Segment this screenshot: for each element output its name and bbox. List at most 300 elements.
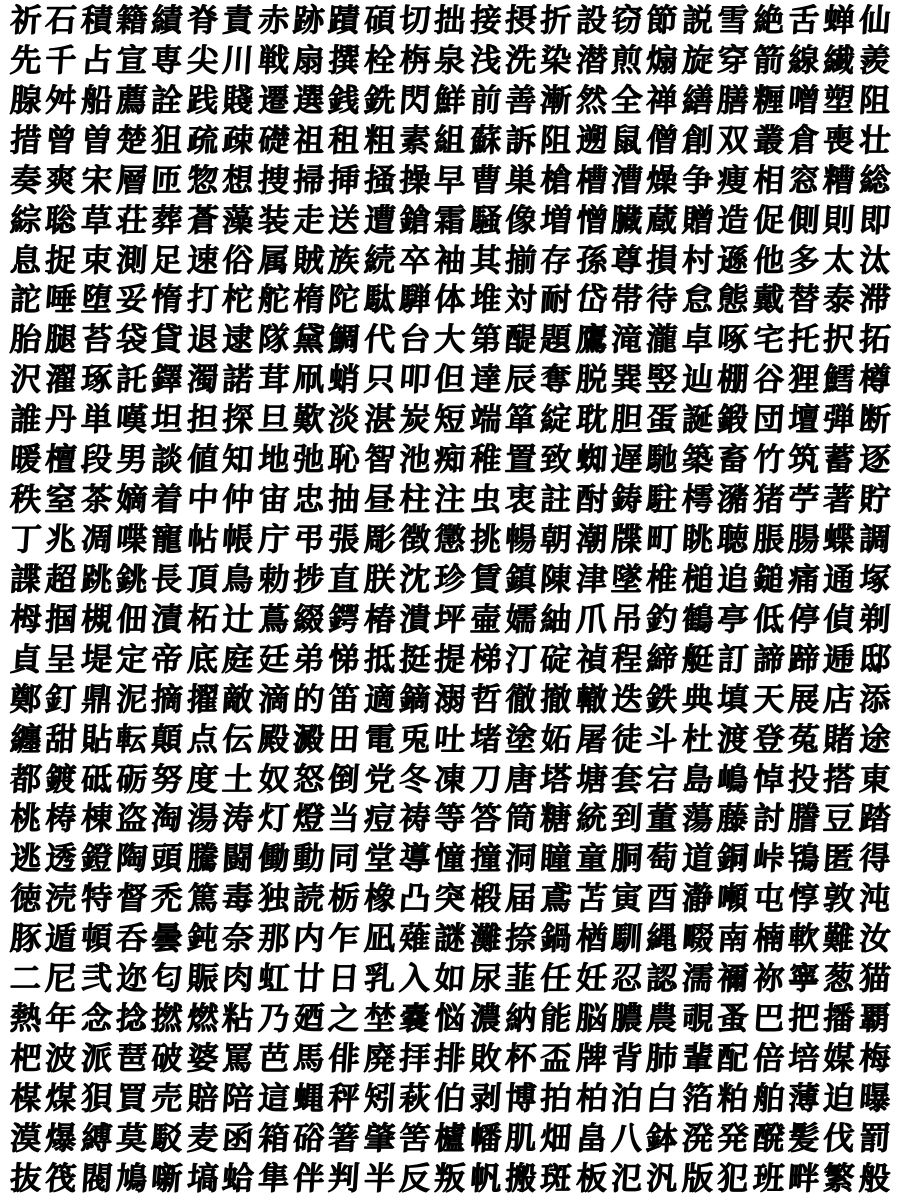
kanji-glyph: 鮮	[433, 82, 467, 120]
kanji-glyph: 訂	[716, 641, 750, 679]
kanji-glyph: 淘	[150, 801, 184, 838]
kanji-glyph: 禿	[150, 880, 184, 918]
kanji-glyph: 巣	[503, 162, 538, 200]
kanji-glyph: 赤	[256, 2, 291, 40]
kanji-glyph: 馳	[645, 441, 679, 479]
kanji-glyph: 判	[327, 1160, 361, 1198]
kanji-glyph: 暖	[8, 441, 43, 479]
kanji-glyph: 悼	[751, 761, 786, 798]
kanji-glyph: 呈	[44, 641, 78, 679]
kanji-glyph: 髪	[786, 1120, 821, 1158]
kanji-glyph: 転	[115, 721, 149, 758]
kanji-glyph: 肌	[503, 1120, 538, 1158]
kanji-glyph: 狙	[150, 122, 184, 160]
kanji-glyph: 敗	[468, 1040, 503, 1078]
kanji-glyph: 版	[680, 1160, 715, 1198]
kanji-glyph: 苧	[786, 481, 821, 519]
kanji-glyph: 柁	[221, 282, 255, 319]
kanji-glyph: 憧	[433, 840, 467, 878]
kanji-glyph: 播	[822, 1000, 856, 1038]
kanji-glyph: 賠	[185, 1080, 220, 1118]
kanji-glyph: 党	[362, 761, 397, 798]
kanji-glyph: 足	[150, 242, 184, 279]
kanji-glyph: 塙	[185, 1160, 220, 1198]
kanji-glyph: 聡	[44, 202, 78, 239]
kanji-glyph: 店	[822, 681, 856, 719]
kanji-glyph: 槌	[680, 561, 715, 599]
kanji-glyph: 騒	[468, 202, 503, 239]
kanji-glyph: 担	[185, 401, 220, 439]
kanji-glyph: 値	[185, 441, 220, 479]
kanji-glyph: 倉	[786, 122, 821, 160]
kanji-glyph: 薙	[397, 920, 432, 958]
kanji-glyph: 禅	[645, 82, 679, 120]
kanji-glyph: 畔	[786, 1160, 821, 1198]
kanji-glyph: 禰	[716, 960, 750, 998]
kanji-glyph: 忍	[610, 960, 644, 998]
kanji-glyph: 中	[185, 481, 220, 519]
kanji-glyph: 堂	[362, 840, 397, 878]
kanji-glyph: 擢	[185, 681, 220, 719]
kanji-glyph: 撤	[539, 681, 573, 719]
kanji-glyph: 那	[256, 920, 291, 958]
kanji-glyph: 駄	[362, 282, 397, 319]
kanji-glyph: 懲	[433, 521, 467, 559]
kanji-glyph: 陪	[221, 1080, 255, 1118]
kanji-glyph: 綜	[8, 202, 43, 239]
kanji-glyph: 電	[362, 721, 397, 758]
kanji-glyph: 濡	[680, 960, 715, 998]
kanji-glyph: 想	[221, 162, 255, 200]
glyph-row	[8, 682, 892, 719]
kanji-glyph: 熱	[8, 1000, 43, 1038]
kanji-glyph: 弐	[79, 960, 114, 998]
kanji-glyph: 鐙	[79, 840, 114, 878]
kanji-glyph: 提	[433, 641, 467, 679]
glyph-row	[8, 1041, 892, 1078]
kanji-glyph: 哲	[468, 681, 503, 719]
kanji-glyph: 日	[327, 960, 361, 998]
kanji-glyph: 倍	[751, 1040, 786, 1078]
kanji-glyph: 尊	[610, 242, 644, 279]
kanji-glyph: 適	[362, 681, 397, 719]
kanji-glyph: 繊	[822, 42, 856, 80]
kanji-glyph: 殿	[256, 721, 291, 758]
kanji-glyph: 憎	[574, 202, 609, 239]
kanji-glyph: 碩	[362, 2, 397, 40]
kanji-glyph: 礎	[256, 122, 291, 160]
kanji-glyph: 惰	[150, 282, 184, 319]
kanji-glyph: 壮	[857, 122, 892, 160]
kanji-glyph: 鎮	[503, 561, 538, 599]
kanji-glyph: 宅	[751, 322, 786, 359]
glyph-row	[8, 203, 892, 240]
kanji-glyph: 展	[786, 681, 821, 719]
kanji-glyph: 巴	[751, 1000, 786, 1038]
kanji-glyph: 砺	[115, 761, 149, 798]
kanji-glyph: 衷	[503, 481, 538, 519]
kanji-glyph: 燈	[291, 801, 326, 838]
kanji-glyph: 掴	[44, 601, 78, 639]
kanji-glyph: 痘	[362, 801, 397, 838]
kanji-glyph: 帝	[150, 641, 184, 679]
kanji-glyph: 太	[822, 242, 856, 279]
kanji-glyph: 敵	[221, 681, 255, 719]
kanji-glyph: 釘	[44, 681, 78, 719]
kanji-glyph: 瀧	[645, 322, 679, 359]
kanji-glyph: 仲	[221, 481, 255, 519]
kanji-glyph: 賤	[221, 82, 255, 120]
kanji-glyph: 黛	[291, 322, 326, 359]
kanji-glyph: 俳	[327, 1040, 361, 1078]
kanji-glyph: 搭	[822, 761, 856, 798]
kanji-glyph: 掃	[291, 162, 326, 200]
kanji-glyph: 栂	[8, 601, 43, 639]
kanji-glyph: 妥	[115, 282, 149, 319]
kanji-glyph: 束	[79, 242, 114, 279]
kanji-glyph: 摂	[503, 2, 538, 40]
kanji-glyph: 甜	[44, 721, 78, 758]
kanji-glyph: 得	[857, 840, 892, 878]
kanji-glyph: 秤	[327, 1080, 361, 1118]
kanji-glyph: 燥	[645, 162, 679, 200]
kanji-glyph: 扇	[291, 42, 326, 80]
kanji-glyph: 遷	[256, 82, 291, 120]
kanji-glyph: 脱	[574, 361, 609, 399]
kanji-glyph: 迫	[822, 1080, 856, 1118]
kanji-glyph: 柏	[574, 1080, 609, 1118]
kanji-glyph: 挺	[397, 641, 432, 679]
kanji-glyph: 芭	[256, 1040, 291, 1078]
kanji-glyph: 煤	[44, 1080, 78, 1118]
kanji-glyph: 匝	[150, 162, 184, 200]
kanji-glyph: 蝿	[291, 1080, 326, 1118]
kanji-glyph: 怒	[291, 761, 326, 798]
kanji-glyph: 橡	[362, 880, 397, 918]
kanji-glyph: 鈍	[185, 920, 220, 958]
kanji-glyph: 只	[362, 361, 397, 399]
kanji-glyph: 直	[327, 561, 361, 599]
kanji-glyph: 桃	[8, 801, 43, 838]
kanji-glyph: 鉄	[645, 681, 679, 719]
kanji-glyph: 惣	[185, 162, 220, 200]
kanji-glyph: 貯	[857, 481, 892, 519]
kanji-glyph: 灘	[468, 920, 503, 958]
kanji-glyph: 都	[8, 761, 43, 798]
kanji-glyph: 栴	[397, 42, 432, 80]
kanji-glyph: 坪	[433, 601, 467, 639]
kanji-glyph: 銅	[716, 840, 750, 878]
kanji-glyph: 袋	[115, 322, 149, 359]
kanji-glyph: 争	[680, 162, 715, 200]
kanji-glyph: 駁	[150, 1120, 184, 1158]
kanji-glyph: 寅	[610, 880, 644, 918]
kanji-glyph: 帖	[185, 521, 220, 559]
kanji-glyph: 田	[327, 721, 361, 758]
kanji-glyph: 鱈	[822, 361, 856, 399]
kanji-glyph: 続	[362, 242, 397, 279]
kanji-glyph: 徴	[397, 521, 432, 559]
kanji-glyph: 涛	[221, 801, 255, 838]
kanji-glyph: 窒	[44, 481, 78, 519]
kanji-glyph: 諾	[221, 361, 255, 399]
kanji-glyph: 漕	[610, 162, 644, 200]
kanji-glyph: 頂	[185, 561, 220, 599]
kanji-glyph: 鎗	[397, 202, 432, 239]
kanji-glyph: 刀	[468, 761, 503, 798]
kanji-glyph: 町	[645, 521, 679, 559]
kanji-glyph: 伯	[433, 1080, 467, 1118]
kanji-glyph: 存	[539, 242, 573, 279]
kanji-glyph: 謄	[786, 801, 821, 838]
glyph-row	[8, 282, 892, 319]
kanji-glyph: 単	[79, 401, 114, 439]
kanji-glyph: 走	[291, 202, 326, 239]
kanji-glyph: 軟	[786, 920, 821, 958]
kanji-glyph: 鏑	[397, 681, 432, 719]
kanji-glyph: 泥	[115, 681, 149, 719]
kanji-glyph: 探	[221, 401, 255, 439]
kanji-glyph: 羨	[857, 42, 892, 80]
kanji-glyph: 凍	[433, 761, 467, 798]
kanji-glyph: 般	[857, 1160, 892, 1198]
kanji-glyph: 抽	[327, 481, 361, 519]
kanji-glyph: 沌	[857, 880, 892, 918]
kanji-glyph: 匂	[150, 960, 184, 998]
kanji-glyph: 節	[645, 2, 679, 40]
kanji-glyph: 濃	[468, 1000, 503, 1038]
kanji-glyph: 薄	[786, 1080, 821, 1118]
kanji-glyph: 弛	[291, 441, 326, 479]
kanji-glyph: 叢	[751, 122, 786, 160]
kanji-glyph: 嫡	[115, 481, 149, 519]
kanji-glyph: 氾	[610, 1160, 644, 1198]
kanji-glyph: 等	[433, 801, 467, 838]
kanji-glyph: 燃	[185, 1000, 220, 1038]
kanji-glyph: 鳩	[115, 1160, 149, 1198]
kanji-glyph: 槻	[79, 601, 114, 639]
kanji-glyph: 塔	[539, 761, 573, 798]
kanji-glyph: 投	[786, 761, 821, 798]
kanji-glyph: 蚤	[716, 1000, 750, 1038]
kanji-glyph: 董	[645, 801, 679, 838]
kanji-glyph: 臓	[610, 202, 644, 239]
kanji-glyph: 猪	[751, 481, 786, 519]
kanji-glyph: 宋	[79, 162, 114, 200]
kanji-glyph: 童	[574, 840, 609, 878]
kanji-glyph: 之	[327, 1000, 361, 1038]
kanji-glyph: 像	[503, 202, 538, 239]
kanji-glyph: 葬	[150, 202, 184, 239]
glyph-row	[8, 442, 892, 479]
kanji-glyph: 石	[44, 2, 78, 40]
kanji-glyph: 鷹	[574, 322, 609, 359]
kanji-glyph: 捻	[115, 1000, 149, 1038]
kanji-glyph: 貼	[79, 721, 114, 758]
kanji-glyph: 覇	[857, 1000, 892, 1038]
kanji-glyph: 帳	[221, 521, 255, 559]
kanji-glyph: 多	[786, 242, 821, 279]
kanji-glyph: 説	[680, 2, 715, 40]
kanji-glyph: 派	[79, 1040, 114, 1078]
kanji-glyph: 漸	[539, 82, 573, 120]
kanji-glyph: 鄭	[8, 681, 43, 719]
kanji-glyph: 双	[716, 122, 750, 160]
kanji-glyph: 締	[645, 641, 679, 679]
kanji-glyph: 溺	[433, 681, 467, 719]
glyph-row	[8, 642, 892, 679]
kanji-glyph: 超	[44, 561, 78, 599]
kanji-glyph: 則	[822, 202, 856, 239]
kanji-glyph: 蒼	[185, 202, 220, 239]
kanji-glyph: 肺	[645, 1040, 679, 1078]
kanji-glyph: 鎚	[751, 561, 786, 599]
kanji-glyph: 導	[397, 840, 432, 878]
kanji-glyph: 吊	[610, 601, 644, 639]
kanji-glyph: 鍔	[327, 601, 361, 639]
kanji-glyph: 千	[44, 42, 78, 80]
kanji-glyph: 待	[645, 282, 679, 319]
kanji-glyph: 乃	[256, 1000, 291, 1038]
kanji-glyph: 套	[610, 761, 644, 798]
kanji-glyph: 辰	[503, 361, 538, 399]
kanji-glyph: 徳	[8, 880, 43, 918]
kanji-glyph: 対	[503, 282, 538, 319]
kanji-glyph: 秩	[8, 481, 43, 519]
kanji-glyph: 著	[822, 481, 856, 519]
kanji-glyph: 鴇	[786, 840, 821, 878]
kanji-glyph: 退	[185, 322, 220, 359]
kanji-glyph: 寵	[150, 521, 184, 559]
kanji-glyph: 善	[503, 82, 538, 120]
kanji-glyph: 漠	[8, 1120, 43, 1158]
kanji-glyph: 蹄	[786, 641, 821, 679]
kanji-glyph: 琢	[79, 361, 114, 399]
kanji-glyph: 屠	[574, 721, 609, 758]
kanji-glyph: 舌	[786, 2, 821, 40]
kanji-glyph: 買	[115, 1080, 149, 1118]
kanji-glyph: 爆	[44, 1120, 78, 1158]
kanji-glyph: 接	[468, 2, 503, 40]
kanji-glyph: 脳	[574, 1000, 609, 1038]
kanji-glyph: 淡	[327, 401, 361, 439]
kanji-glyph: 遭	[362, 202, 397, 239]
kanji-glyph: 筒	[503, 801, 538, 838]
kanji-glyph: 伝	[221, 721, 255, 758]
kanji-glyph: 糟	[822, 162, 856, 200]
kanji-glyph: 函	[221, 1120, 255, 1158]
kanji-glyph: 銭	[327, 82, 361, 120]
kanji-glyph: 台	[397, 322, 432, 359]
kanji-glyph: 惇	[786, 880, 821, 918]
kanji-glyph: 袖	[433, 242, 467, 279]
kanji-glyph: 切	[397, 2, 432, 40]
kanji-glyph: 閃	[397, 82, 432, 120]
kanji-glyph: 妊	[574, 960, 609, 998]
kanji-glyph: 狽	[79, 1080, 114, 1118]
glyph-row	[8, 961, 892, 998]
kanji-glyph: 呑	[115, 920, 149, 958]
kanji-glyph: 曹	[468, 162, 503, 200]
kanji-glyph: 麦	[185, 1120, 220, 1158]
kanji-glyph: 塘	[574, 761, 609, 798]
kanji-glyph: 葱	[822, 960, 856, 998]
kanji-glyph: 打	[185, 282, 220, 319]
kanji-glyph: 船	[79, 82, 114, 120]
kanji-glyph: 痛	[786, 561, 821, 599]
kanji-glyph: 低	[751, 601, 786, 639]
kanji-glyph: 阻	[539, 122, 573, 160]
kanji-glyph: 砥	[79, 761, 114, 798]
kanji-glyph: 操	[397, 162, 432, 200]
kanji-glyph: 致	[539, 441, 573, 479]
kanji-glyph: 曇	[150, 920, 184, 958]
kanji-glyph: 貸	[150, 322, 184, 359]
kanji-glyph: 亭	[716, 601, 750, 639]
kanji-glyph: 徹	[503, 681, 538, 719]
kanji-glyph: 孫	[574, 242, 609, 279]
kanji-glyph: 弾	[822, 401, 856, 439]
kanji-glyph: 捜	[256, 162, 291, 200]
kanji-glyph: 噺	[150, 1160, 184, 1198]
kanji-glyph: 然	[574, 82, 609, 120]
kanji-glyph: 草	[79, 202, 114, 239]
kanji-glyph: 壷	[468, 601, 503, 639]
kanji-glyph: 喋	[115, 521, 149, 559]
kanji-glyph: 駐	[645, 481, 679, 519]
kanji-glyph: 鼎	[79, 681, 114, 719]
kanji-glyph: 耽	[574, 401, 609, 439]
kanji-glyph: 泰	[822, 282, 856, 319]
kanji-glyph: 闘	[221, 840, 255, 878]
kanji-glyph: 椎	[645, 561, 679, 599]
kanji-glyph: 入	[397, 960, 432, 998]
kanji-glyph: 納	[503, 1000, 538, 1038]
kanji-glyph: 東	[857, 761, 892, 798]
kanji-glyph: 墜	[610, 561, 644, 599]
kanji-glyph: 洞	[503, 840, 538, 878]
kanji-glyph: 荘	[115, 202, 149, 239]
kanji-glyph: 檀	[44, 441, 78, 479]
kanji-glyph: 揃	[503, 242, 538, 279]
kanji-glyph: 楕	[291, 282, 326, 319]
kanji-glyph: 替	[786, 282, 821, 319]
kanji-glyph: 伐	[822, 1120, 856, 1158]
kanji-glyph: 塚	[857, 561, 892, 599]
kanji-glyph: 藤	[716, 801, 750, 838]
kanji-glyph: 陶	[115, 840, 149, 878]
kanji-glyph: 陳	[539, 561, 573, 599]
kanji-glyph: 撚	[150, 1000, 184, 1038]
kanji-glyph: 線	[786, 42, 821, 80]
kanji-glyph: 肉	[221, 960, 255, 998]
kanji-glyph: 朝	[539, 521, 573, 559]
kanji-glyph: 染	[539, 42, 573, 80]
kanji-glyph: 箪	[503, 401, 538, 439]
kanji-glyph: 罰	[857, 1120, 892, 1158]
kanji-glyph: 唾	[44, 282, 78, 319]
kanji-glyph: 托	[786, 322, 821, 359]
kanji-glyph: 粕	[716, 1080, 750, 1118]
kanji-glyph: 蔵	[645, 202, 679, 239]
kanji-glyph: 創	[680, 122, 715, 160]
kanji-glyph: 途	[857, 721, 892, 758]
kanji-glyph: 踏	[857, 801, 892, 838]
kanji-glyph: 漬	[150, 601, 184, 639]
kanji-glyph: 二	[8, 960, 43, 998]
kanji-glyph: 造	[716, 202, 750, 239]
kanji-glyph: 培	[786, 1040, 821, 1078]
